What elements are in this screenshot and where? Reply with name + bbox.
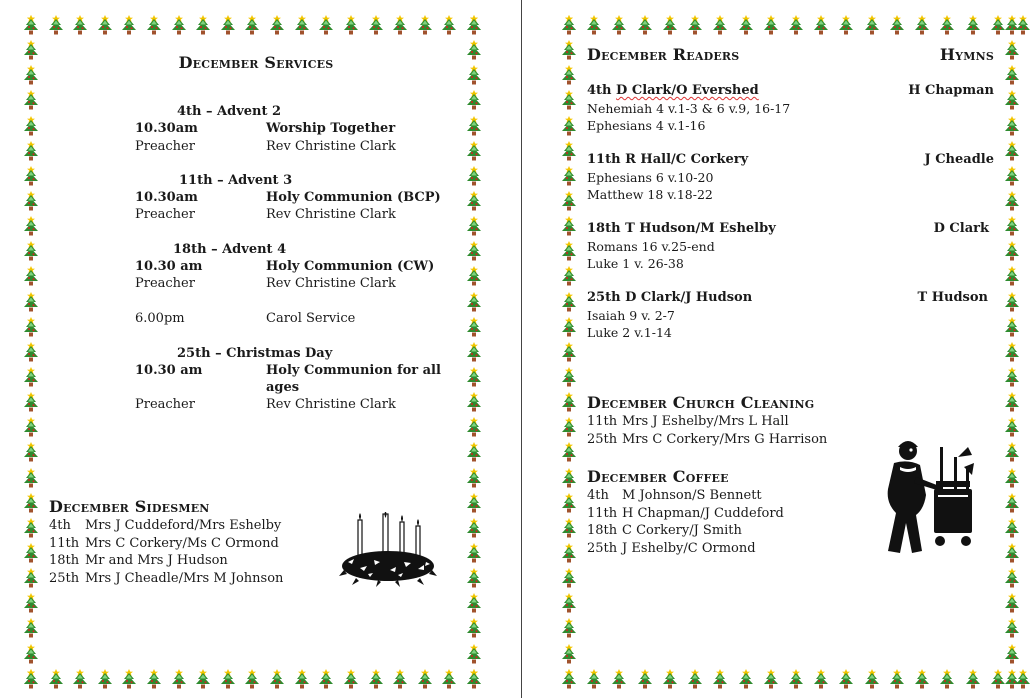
christmas-tree-icon bbox=[785, 668, 807, 690]
christmas-tree-icon bbox=[1001, 391, 1023, 413]
christmas-tree-icon bbox=[1001, 215, 1023, 237]
christmas-tree-icon bbox=[810, 14, 832, 36]
christmas-tree-icon bbox=[558, 441, 580, 463]
cleaning-date: 25th bbox=[587, 432, 618, 447]
page-divider bbox=[521, 0, 522, 698]
christmas-tree-icon bbox=[911, 668, 933, 690]
reading: Ephesians 4 v.1-16 bbox=[587, 118, 706, 133]
christmas-tree-icon bbox=[94, 14, 116, 36]
christmas-tree-icon bbox=[558, 265, 580, 287]
tree-border-left bbox=[558, 14, 580, 690]
christmas-tree-icon bbox=[463, 441, 485, 463]
christmas-tree-icon bbox=[936, 668, 958, 690]
christmas-tree-icon bbox=[463, 366, 485, 388]
christmas-tree-icon bbox=[1001, 441, 1023, 463]
reader-names: D Clark/J Hudson bbox=[625, 290, 753, 305]
christmas-tree-icon bbox=[1001, 140, 1023, 162]
christmas-tree-icon bbox=[1001, 643, 1023, 665]
cleaning-names: Mrs C Corkery/Mrs G Harrison bbox=[622, 432, 828, 447]
christmas-tree-icon bbox=[634, 668, 656, 690]
christmas-tree-icon bbox=[463, 240, 485, 262]
christmas-tree-icon bbox=[558, 316, 580, 338]
service-heading: 18th – Advent 4 bbox=[173, 242, 287, 257]
reading: Romans 16 v.25-end bbox=[587, 239, 715, 254]
christmas-tree-icon bbox=[463, 14, 485, 36]
christmas-tree-icon bbox=[1001, 567, 1023, 589]
service-name: Holy Communion (CW) bbox=[266, 259, 435, 274]
tree-border-right bbox=[463, 14, 485, 690]
christmas-tree-icon bbox=[558, 391, 580, 413]
reading: Luke 2 v.1-14 bbox=[587, 325, 672, 340]
sidesmen-names: Mrs C Corkery/Ms C Ormond bbox=[85, 536, 279, 551]
christmas-tree-icon bbox=[608, 668, 630, 690]
christmas-tree-icon bbox=[1001, 89, 1023, 111]
cleaner-with-cart-icon bbox=[876, 437, 986, 555]
christmas-tree-icon bbox=[558, 215, 580, 237]
christmas-tree-icon bbox=[1001, 64, 1023, 86]
christmas-tree-icon bbox=[438, 14, 460, 36]
christmas-tree-icon bbox=[438, 668, 460, 690]
christmas-tree-icon bbox=[463, 467, 485, 489]
hymns-name: D Clark bbox=[933, 221, 989, 236]
christmas-tree-icon bbox=[414, 14, 436, 36]
hymns-title: Hymns bbox=[939, 45, 994, 64]
christmas-tree-icon bbox=[143, 668, 165, 690]
christmas-tree-icon bbox=[558, 366, 580, 388]
christmas-tree-icon bbox=[583, 14, 605, 36]
christmas-tree-icon bbox=[1001, 492, 1023, 514]
preacher-label: Preacher bbox=[135, 276, 195, 291]
christmas-tree-icon bbox=[168, 668, 190, 690]
christmas-tree-icon bbox=[886, 668, 908, 690]
service-heading: 4th – Advent 2 bbox=[177, 104, 282, 119]
christmas-tree-icon bbox=[558, 14, 580, 36]
coffee-names: H Chapman/J Cuddeford bbox=[622, 506, 784, 521]
christmas-tree-icon bbox=[1001, 240, 1023, 262]
coffee-names: C Corkery/J Smith bbox=[622, 523, 742, 538]
reading: Ephesians 6 v.10-20 bbox=[587, 170, 714, 185]
christmas-tree-icon bbox=[463, 215, 485, 237]
service-time: 10.30am bbox=[135, 121, 198, 136]
christmas-tree-icon bbox=[558, 517, 580, 539]
christmas-tree-icon bbox=[463, 391, 485, 413]
christmas-tree-icon bbox=[20, 215, 42, 237]
christmas-tree-icon bbox=[463, 517, 485, 539]
christmas-tree-icon bbox=[659, 668, 681, 690]
christmas-tree-icon bbox=[365, 14, 387, 36]
christmas-tree-icon bbox=[315, 14, 337, 36]
christmas-tree-icon bbox=[558, 416, 580, 438]
preacher-name: Rev Christine Clark bbox=[266, 276, 396, 291]
reader-entry-heading bbox=[587, 152, 748, 167]
christmas-tree-icon bbox=[20, 492, 42, 514]
christmas-tree-icon bbox=[315, 668, 337, 690]
christmas-tree-icon bbox=[20, 517, 42, 539]
reader-names: D Clark/O Evershed bbox=[616, 83, 759, 98]
christmas-tree-icon bbox=[1001, 366, 1023, 388]
christmas-tree-icon bbox=[463, 341, 485, 363]
christmas-tree-icon bbox=[962, 668, 984, 690]
service-time: 10.30am bbox=[135, 190, 198, 205]
christmas-tree-icon bbox=[1001, 115, 1023, 137]
coffee-title: December Coffee bbox=[587, 467, 729, 486]
reading: Nehemiah 4 v.1-3 & 6 v.9, 16-17 bbox=[587, 101, 791, 116]
christmas-tree-icon bbox=[558, 89, 580, 111]
readers-title: December Readers bbox=[587, 45, 740, 64]
tree-border-bottom bbox=[20, 668, 485, 690]
christmas-tree-icon bbox=[266, 668, 288, 690]
christmas-tree-icon bbox=[558, 165, 580, 187]
christmas-tree-icon bbox=[20, 391, 42, 413]
christmas-tree-icon bbox=[20, 467, 42, 489]
christmas-tree-icon bbox=[1001, 341, 1023, 363]
christmas-tree-icon bbox=[558, 592, 580, 614]
tree-border-bottom bbox=[558, 668, 1034, 690]
christmas-tree-icon bbox=[365, 668, 387, 690]
christmas-tree-icon bbox=[20, 416, 42, 438]
christmas-tree-icon bbox=[684, 14, 706, 36]
christmas-tree-icon bbox=[340, 668, 362, 690]
christmas-tree-icon bbox=[20, 542, 42, 564]
christmas-tree-icon bbox=[20, 366, 42, 388]
christmas-tree-icon bbox=[20, 140, 42, 162]
coffee-date: 11th bbox=[587, 506, 618, 521]
christmas-tree-icon bbox=[241, 668, 263, 690]
christmas-tree-icon bbox=[1001, 617, 1023, 639]
christmas-tree-icon bbox=[20, 115, 42, 137]
christmas-tree-icon bbox=[217, 668, 239, 690]
coffee-date: 4th bbox=[587, 488, 609, 503]
christmas-tree-icon bbox=[709, 668, 731, 690]
christmas-tree-icon bbox=[20, 89, 42, 111]
christmas-tree-icon bbox=[143, 14, 165, 36]
reader-date: 25th bbox=[587, 290, 621, 305]
christmas-tree-icon bbox=[558, 617, 580, 639]
christmas-tree-icon bbox=[785, 14, 807, 36]
christmas-tree-icon bbox=[463, 416, 485, 438]
christmas-tree-icon bbox=[1001, 316, 1023, 338]
christmas-tree-icon bbox=[558, 542, 580, 564]
christmas-tree-icon bbox=[1001, 190, 1023, 212]
service-time: 6.00pm bbox=[135, 311, 185, 326]
christmas-tree-icon bbox=[20, 592, 42, 614]
christmas-tree-icon bbox=[709, 14, 731, 36]
tree-border-right bbox=[1001, 14, 1023, 690]
christmas-tree-icon bbox=[886, 14, 908, 36]
christmas-tree-icon bbox=[861, 668, 883, 690]
preacher-name: Rev Christine Clark bbox=[266, 139, 396, 154]
cleaning-title: December Church Cleaning bbox=[587, 393, 815, 412]
christmas-tree-icon bbox=[463, 140, 485, 162]
christmas-tree-icon bbox=[962, 14, 984, 36]
christmas-tree-icon bbox=[558, 39, 580, 61]
service-time: 10.30 am bbox=[135, 363, 203, 378]
christmas-tree-icon bbox=[835, 14, 857, 36]
christmas-tree-icon bbox=[340, 14, 362, 36]
christmas-tree-icon bbox=[583, 668, 605, 690]
christmas-tree-icon bbox=[463, 542, 485, 564]
christmas-tree-icon bbox=[20, 265, 42, 287]
preacher-label: Preacher bbox=[135, 207, 195, 222]
christmas-tree-icon bbox=[291, 668, 313, 690]
tree-border-top bbox=[558, 14, 1034, 36]
coffee-names: M Johnson/S Bennett bbox=[622, 488, 762, 503]
christmas-tree-icon bbox=[94, 668, 116, 690]
christmas-tree-icon bbox=[558, 140, 580, 162]
service-heading: 25th – Christmas Day bbox=[177, 346, 333, 361]
coffee-names: J Eshelby/C Ormond bbox=[622, 541, 756, 556]
christmas-tree-icon bbox=[291, 14, 313, 36]
christmas-tree-icon bbox=[20, 316, 42, 338]
service-name: Holy Communion (BCP) bbox=[266, 190, 441, 205]
christmas-tree-icon bbox=[1001, 416, 1023, 438]
service-heading: 11th – Advent 3 bbox=[179, 173, 293, 188]
reader-date: 4th bbox=[587, 83, 612, 98]
christmas-tree-icon bbox=[45, 14, 67, 36]
christmas-tree-icon bbox=[118, 14, 140, 36]
christmas-tree-icon bbox=[911, 14, 933, 36]
sidesmen-date: 18th bbox=[49, 553, 80, 568]
christmas-tree-icon bbox=[414, 668, 436, 690]
hymns-name: J Cheadle bbox=[924, 152, 994, 167]
reading: Luke 1 v. 26-38 bbox=[587, 256, 684, 271]
christmas-tree-icon bbox=[69, 14, 91, 36]
christmas-tree-icon bbox=[1001, 39, 1023, 61]
christmas-tree-icon bbox=[634, 14, 656, 36]
christmas-tree-icon bbox=[1001, 467, 1023, 489]
reader-entry-heading bbox=[587, 221, 776, 236]
reading: Isaiah 9 v. 2-7 bbox=[587, 308, 675, 323]
christmas-tree-icon bbox=[558, 567, 580, 589]
christmas-tree-icon bbox=[558, 115, 580, 137]
christmas-tree-icon bbox=[463, 668, 485, 690]
tree-border-left bbox=[20, 14, 42, 690]
cleaning-date: 11th bbox=[587, 414, 618, 429]
christmas-tree-icon bbox=[463, 291, 485, 313]
preacher-label: Preacher bbox=[135, 397, 195, 412]
christmas-tree-icon bbox=[1001, 265, 1023, 287]
advent-wreath-icon bbox=[338, 512, 438, 588]
services-title: December Services bbox=[178, 53, 334, 72]
christmas-tree-icon bbox=[463, 492, 485, 514]
christmas-tree-icon bbox=[558, 240, 580, 262]
christmas-tree-icon bbox=[20, 617, 42, 639]
christmas-tree-icon bbox=[558, 467, 580, 489]
christmas-tree-icon bbox=[20, 14, 42, 36]
christmas-tree-icon bbox=[760, 14, 782, 36]
christmas-tree-icon bbox=[558, 291, 580, 313]
christmas-tree-icon bbox=[463, 617, 485, 639]
christmas-tree-icon bbox=[558, 64, 580, 86]
christmas-tree-icon bbox=[20, 240, 42, 262]
christmas-tree-icon bbox=[20, 341, 42, 363]
christmas-tree-icon bbox=[20, 291, 42, 313]
reader-names: T Hudson/M Eshelby bbox=[625, 221, 776, 236]
christmas-tree-icon bbox=[558, 190, 580, 212]
christmas-tree-icon bbox=[463, 165, 485, 187]
christmas-tree-icon bbox=[1001, 165, 1023, 187]
christmas-tree-icon bbox=[558, 668, 580, 690]
service-time: 10.30 am bbox=[135, 259, 203, 274]
christmas-tree-icon bbox=[463, 316, 485, 338]
christmas-tree-icon bbox=[168, 14, 190, 36]
christmas-tree-icon bbox=[192, 668, 214, 690]
reader-entry-heading bbox=[587, 83, 759, 98]
christmas-tree-icon bbox=[389, 14, 411, 36]
sidesmen-date: 4th bbox=[49, 518, 71, 533]
sidesmen-title: December Sidesmen bbox=[49, 497, 210, 516]
christmas-tree-icon bbox=[810, 668, 832, 690]
reader-names: R Hall/C Corkery bbox=[625, 152, 749, 167]
preacher-name: Rev Christine Clark bbox=[266, 397, 396, 412]
service-name-cont: ages bbox=[266, 380, 300, 395]
christmas-tree-icon bbox=[463, 89, 485, 111]
preacher-label: Preacher bbox=[135, 139, 195, 154]
christmas-tree-icon bbox=[1001, 14, 1023, 36]
christmas-tree-icon bbox=[463, 592, 485, 614]
coffee-date: 25th bbox=[587, 541, 618, 556]
christmas-tree-icon bbox=[1001, 291, 1023, 313]
hymns-name: T Hudson bbox=[917, 290, 988, 305]
christmas-tree-icon bbox=[735, 14, 757, 36]
reader-date: 18th bbox=[587, 221, 621, 236]
christmas-tree-icon bbox=[1001, 668, 1023, 690]
christmas-tree-icon bbox=[659, 14, 681, 36]
christmas-tree-icon bbox=[266, 14, 288, 36]
service-name: Holy Communion for all bbox=[266, 363, 441, 378]
christmas-tree-icon bbox=[1001, 542, 1023, 564]
christmas-tree-icon bbox=[118, 668, 140, 690]
christmas-tree-icon bbox=[69, 668, 91, 690]
sidesmen-names: Mrs J Cheadle/Mrs M Johnson bbox=[85, 571, 284, 586]
christmas-tree-icon bbox=[45, 668, 67, 690]
reader-entry-heading bbox=[587, 290, 752, 305]
christmas-tree-icon bbox=[558, 643, 580, 665]
christmas-tree-icon bbox=[835, 668, 857, 690]
christmas-tree-icon bbox=[463, 190, 485, 212]
christmas-tree-icon bbox=[463, 643, 485, 665]
sidesmen-date: 25th bbox=[49, 571, 80, 586]
christmas-tree-icon bbox=[20, 441, 42, 463]
christmas-tree-icon bbox=[735, 668, 757, 690]
christmas-tree-icon bbox=[20, 165, 42, 187]
cleaning-names: Mrs J Eshelby/Mrs L Hall bbox=[622, 414, 789, 429]
coffee-date: 18th bbox=[587, 523, 618, 538]
christmas-tree-icon bbox=[217, 14, 239, 36]
reader-date: 11th bbox=[587, 152, 621, 167]
christmas-tree-icon bbox=[861, 14, 883, 36]
sidesmen-names: Mr and Mrs J Hudson bbox=[85, 553, 228, 568]
christmas-tree-icon bbox=[1001, 592, 1023, 614]
service-name: Worship Together bbox=[266, 121, 396, 136]
christmas-tree-icon bbox=[20, 643, 42, 665]
christmas-tree-icon bbox=[463, 265, 485, 287]
sidesmen-names: Mrs J Cuddeford/Mrs Eshelby bbox=[85, 518, 282, 533]
christmas-tree-icon bbox=[192, 14, 214, 36]
christmas-tree-icon bbox=[20, 567, 42, 589]
hymns-name: H Chapman bbox=[908, 83, 994, 98]
service-name: Carol Service bbox=[266, 311, 356, 326]
christmas-tree-icon bbox=[241, 14, 263, 36]
christmas-tree-icon bbox=[20, 190, 42, 212]
preacher-name: Rev Christine Clark bbox=[266, 207, 396, 222]
sidesmen-date: 11th bbox=[49, 536, 80, 551]
christmas-tree-icon bbox=[389, 668, 411, 690]
reading: Matthew 18 v.18-22 bbox=[587, 187, 713, 202]
christmas-tree-icon bbox=[936, 14, 958, 36]
christmas-tree-icon bbox=[558, 341, 580, 363]
christmas-tree-icon bbox=[760, 668, 782, 690]
christmas-tree-icon bbox=[608, 14, 630, 36]
christmas-tree-icon bbox=[20, 668, 42, 690]
christmas-tree-icon bbox=[463, 115, 485, 137]
christmas-tree-icon bbox=[1001, 517, 1023, 539]
tree-border-top bbox=[20, 14, 485, 36]
right-page bbox=[524, 0, 1036, 698]
christmas-tree-icon bbox=[684, 668, 706, 690]
christmas-tree-icon bbox=[463, 567, 485, 589]
christmas-tree-icon bbox=[558, 492, 580, 514]
